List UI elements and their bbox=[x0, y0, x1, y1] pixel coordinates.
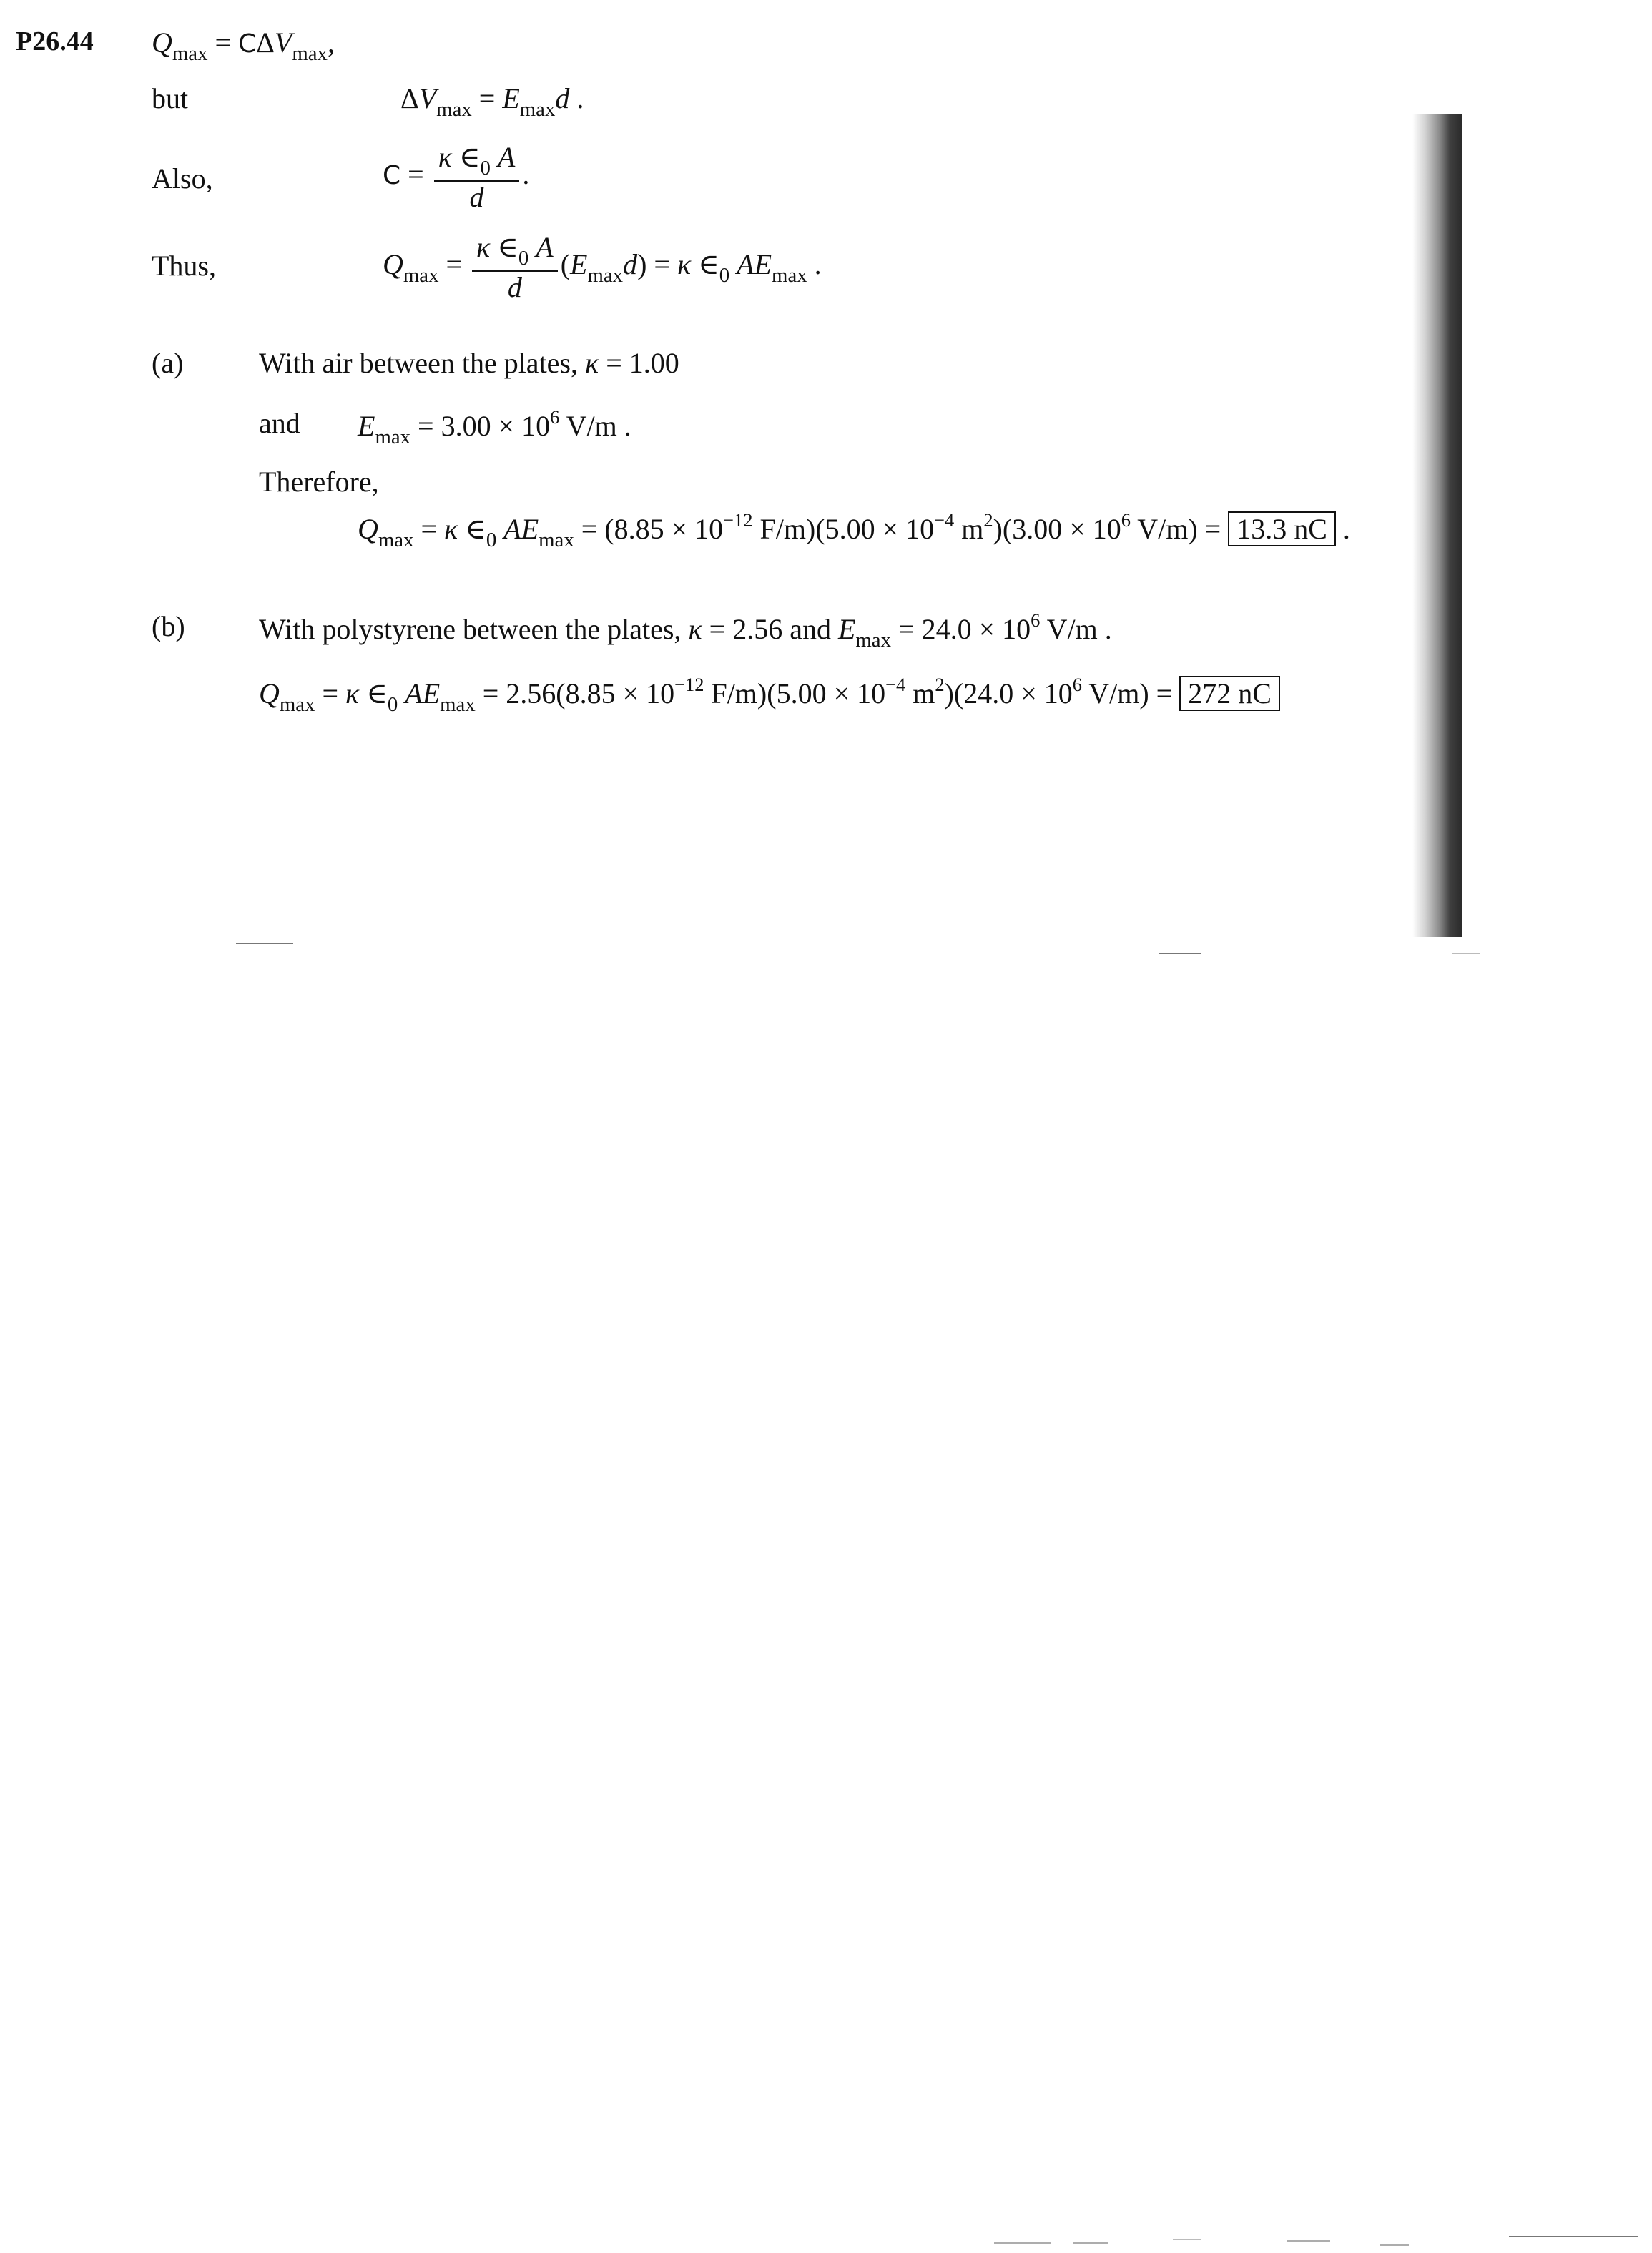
scan-mark bbox=[1287, 2240, 1330, 2242]
problem-number: P26.44 bbox=[16, 26, 94, 57]
part-b-emax-value: 24.0 × 10 bbox=[921, 613, 1031, 646]
scan-mark bbox=[1380, 2244, 1409, 2246]
equation-qmax-derived: $Q_{max}$ = $\frac{\kappa \in_0 A}{d}$ $(E_{max}d) = \kappa$ $\in_0$ $AE_{max}$ . bbox=[383, 231, 822, 303]
label-but: but bbox=[152, 82, 189, 114]
scan-mark bbox=[1073, 2242, 1108, 2244]
scan-mark bbox=[1452, 953, 1480, 954]
part-a-emax-value: 3.00 × 10 bbox=[441, 410, 551, 443]
part-a-and: and bbox=[259, 407, 300, 439]
part-b-kappa: 2.56 bbox=[732, 613, 783, 646]
label-thus: Thus, bbox=[152, 250, 216, 282]
scan-mark bbox=[994, 2242, 1051, 2244]
part-b-emax-exp: 6 bbox=[1031, 609, 1041, 631]
part-a-answer: 13.3 nC bbox=[1228, 511, 1336, 546]
part-a-emax: $E_{max} = 3.00 \times 10^6$ V/m . bbox=[358, 406, 631, 449]
scan-mark bbox=[236, 943, 293, 944]
part-a-calculation: $Q_{max} = \kappa$ $\in_0$ $AE_{max} = (8.85 \times 10^{-12}$ $F/m)(5.00 \times 10^{-4}$ $m^2)(3.00 \times 10^6$ V/m) = 13.3 nC . bbox=[358, 509, 1350, 552]
equation-qmax-capacitance: $Q_{max} = C\Delta V_{max}$, bbox=[152, 26, 335, 65]
part-a-kappa: 1.00 bbox=[629, 347, 679, 379]
part-a-condition: With air between the plates, κ = 1.00 bbox=[259, 347, 679, 379]
scan-mark bbox=[1159, 953, 1201, 954]
scan-mark bbox=[1173, 2239, 1201, 2240]
part-b-and: and bbox=[790, 613, 831, 646]
scan-mark bbox=[1509, 2236, 1638, 2237]
equation-capacitance: C = $\frac{\kappa \in_0 A}{d}$ . bbox=[383, 141, 530, 213]
label-part-a: (a) bbox=[152, 347, 184, 379]
scan-edge-shadow bbox=[1412, 114, 1462, 937]
part-a-emax-exp: 6 bbox=[550, 406, 560, 428]
part-a-intro: With air between the plates, bbox=[259, 347, 578, 379]
part-a-therefore: Therefore, bbox=[259, 466, 379, 498]
label-also: Also, bbox=[152, 162, 213, 195]
equation-delta-v: $\Delta V_{max} = E_{max}d$ . bbox=[400, 82, 584, 121]
label-part-b: (b) bbox=[152, 610, 185, 642]
part-b-answer: 272 nC bbox=[1179, 676, 1280, 711]
part-b-intro: With polystyrene between the plates, bbox=[259, 613, 682, 646]
part-b-calculation: $Q_{max} = \kappa$ $\in_0$ $AE_{max} = 2.56(8.85 \times 10^{-12}$ $F/m)(5.00 \times 10^{-4}$ $m^2)(24.0 \times 10^6$ V/m) = 272 nC bbox=[259, 674, 1280, 717]
part-b-condition: With polystyrene between the plates, κ = 2.56 and $E_{max} = 24.0 \times 10^6$ V/m . bbox=[259, 609, 1112, 652]
